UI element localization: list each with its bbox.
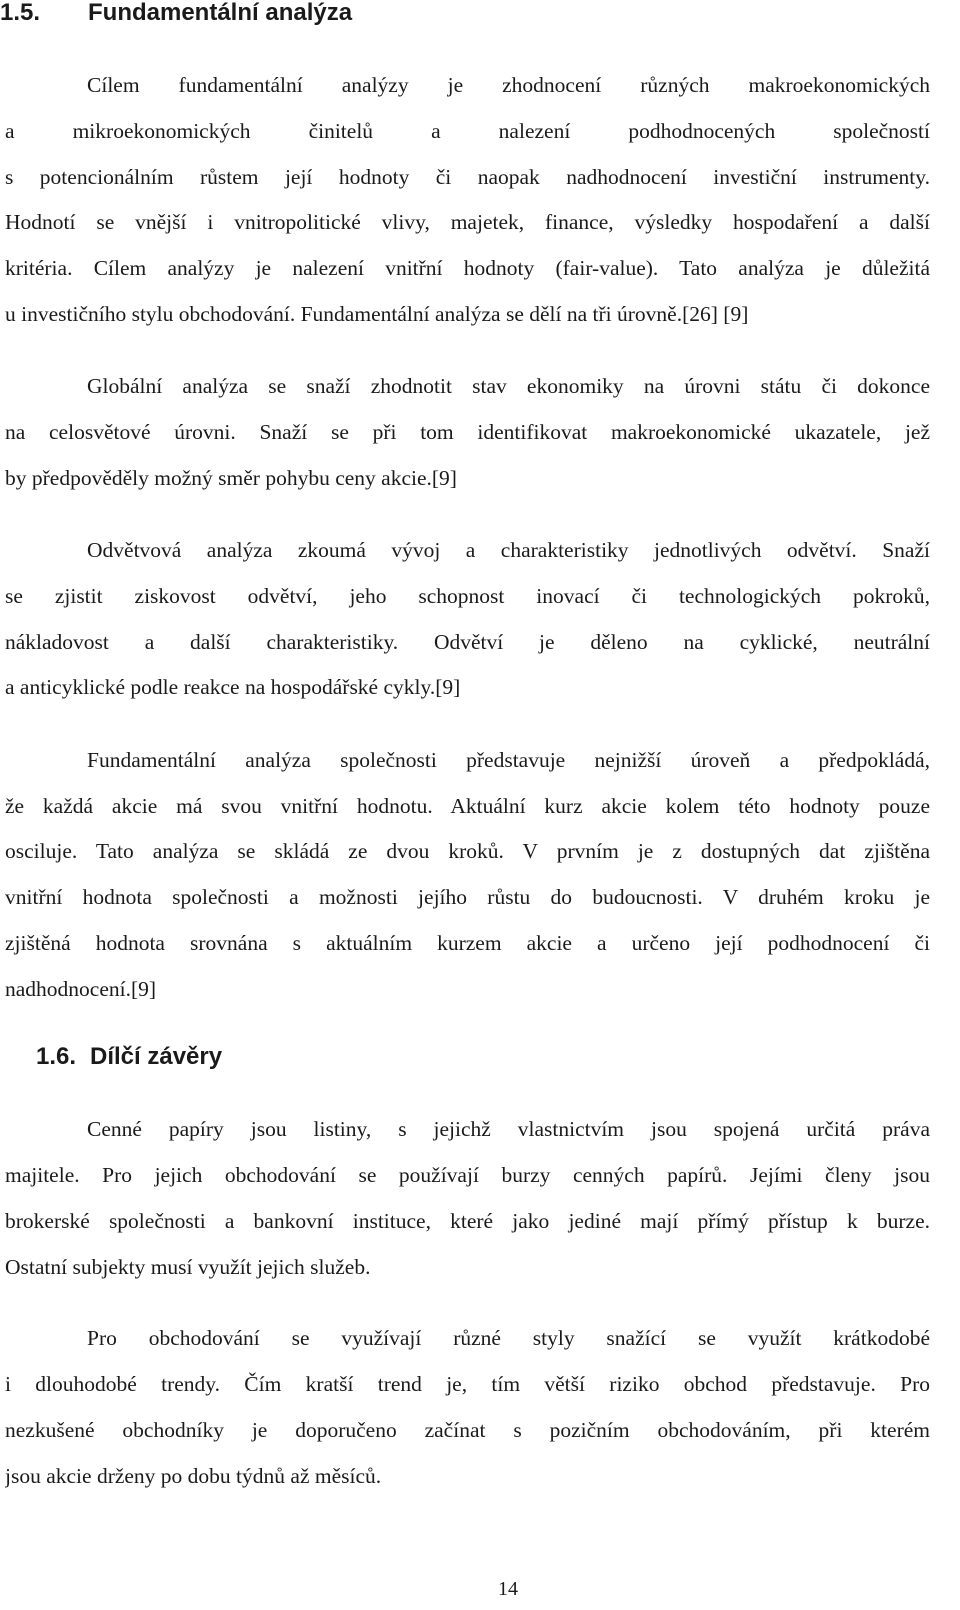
section-title: Fundamentální analýza [88,0,353,26]
text-line: nadhodnocení.[9] [5,977,157,1001]
section-heading-1-6 [36,1042,222,1072]
text-line: majitele. Pro jejich obchodování se používají burzy cenných papírů. Jejími členy jsou [5,1163,930,1187]
text-line: nezkušené obchodníky je doporučeno začínat s pozičním obchodováním, při kterém [5,1418,930,1442]
text-line: u investičního stylu obchodování. Fundamentální analýza se dělí na tři úrovně.[26] [9] [5,302,749,326]
text-line: vnitřní hodnota společnosti a možnosti jejího růstu do budoucnosti. V druhém kroku je [5,885,930,909]
text-line: se zjistit ziskovost odvětví, jeho schopnost inovací či technologických pokroků, [5,584,930,608]
text-line: osciluje. Tato analýza se skládá ze dvou kroků. V prvním je z dostupných dat zjištěna [5,839,930,863]
text-line: a mikroekonomických činitelů a nalezení podhodnocených společností [5,119,930,143]
text-line: Cenné papíry jsou listiny, s jejichž vlastnictvím jsou spojená určitá práva [87,1117,930,1141]
text-line: s potencionálním růstem její hodnoty či naopak nadhodnocení investiční instrumenty. [5,165,930,189]
text-line: Globální analýza se snaží zhodnotit stav ekonomiky na úrovni státu či dokonce [87,374,930,398]
section-number: 1.5. [0,0,41,26]
text-line: brokerské společnosti a bankovní instituce, které jako jediné mají přímý přístup k burze. [5,1209,930,1233]
section-number: 1.6. [36,1043,77,1070]
text-line: zjištěná hodnota srovnána s aktuálním kurzem akcie a určeno její podhodnocení či [5,931,930,955]
text-line: kritéria. Cílem analýzy je nalezení vnitřní hodnoty (fair-value). Tato analýza je důležitá [5,256,930,280]
text-line: Odvětvová analýza zkoumá vývoj a charakteristiky jednotlivých odvětví. Snaží [87,538,930,562]
text-line: Ostatní subjekty musí využít jejich služeb. [5,1255,371,1279]
text-line: by předpověděly možný směr pohybu ceny akcie.[9] [5,466,457,490]
text-line: i dlouhodobé trendy. Čím kratší trend je, tím větší riziko obchod představuje. Pro [5,1372,930,1396]
page-number: 14 [498,1578,518,1600]
text-line: Pro obchodování se využívají různé styly snažící se využít krátkodobé [87,1326,930,1350]
text-line: na celosvětové úrovni. Snaží se při tom identifikovat makroekonomické ukazatele, jež [5,420,930,444]
text-line: a anticyklické podle reakce na hospodářské cykly.[9] [5,675,461,699]
text-line: Cílem fundamentální analýzy je zhodnocení různých makroekonomických [87,73,930,97]
text-line: Hodnotí se vnější i vnitropolitické vlivy, majetek, finance, výsledky hospodaření a další [5,210,930,234]
text-line: jsou akcie drženy po dobu týdnů až měsíců. [5,1464,382,1488]
text-line: Fundamentální analýza společnosti představuje nejnižší úroveň a předpokládá, [87,748,930,772]
text-line: nákladovost a další charakteristiky. Odvětví je děleno na cyklické, neutrální [5,630,930,654]
section-heading-1-5 [0,0,352,28]
section-title: Dílčí závěry [90,1043,223,1070]
text-line: že každá akcie má svou vnitřní hodnotu. Aktuální kurz akcie kolem této hodnoty pouze [5,794,930,818]
